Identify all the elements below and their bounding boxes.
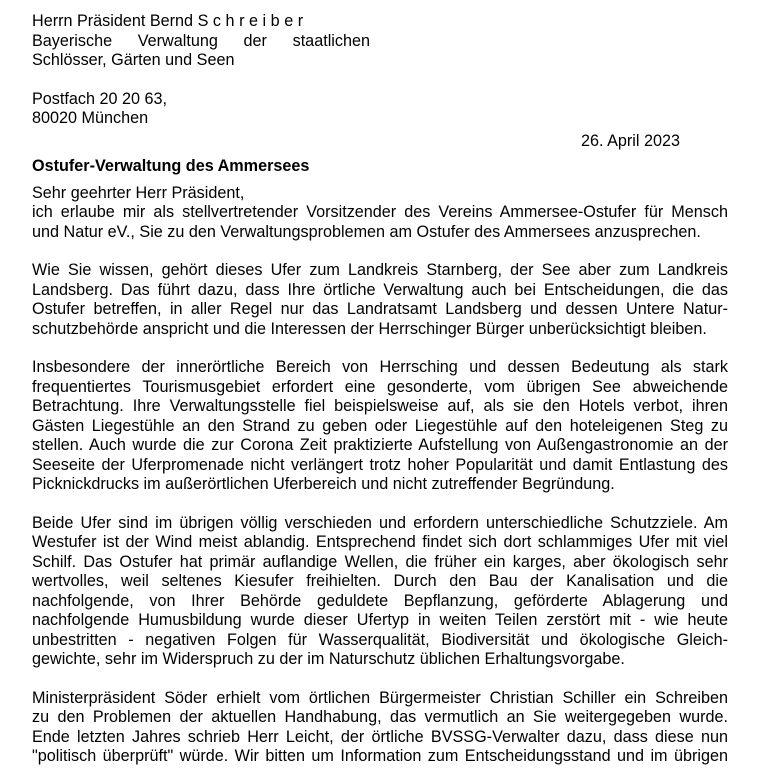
text-line: unbestritten - negativen Folgen für Wasserqualität, Biodiversität und ökologische Gleich- (32, 630, 728, 649)
recipient-organization-line-2: Schlösser, Gärten und Seen (32, 51, 235, 69)
text-line: Picknickdrucks im außerörtlichen Uferbereich und nicht zutreffender Begründung. (32, 475, 615, 493)
text-line: Beide Ufer sind im übrigen völlig verschieden und erfordern unterschiedliche Schutzziele. Am (32, 513, 728, 532)
text-line: "politisch überprüft" würde. Wir bitten um Information zum Entscheidungsstand und im übrigen (32, 747, 728, 765)
recipient-organization-line-1: Bayerische Verwaltung der staatlichen (32, 31, 370, 50)
recipient-address (32, 12, 728, 129)
text-line: Betrachtung. Ihre Verwaltungsstelle fiel beispielsweise auf, als sie den Hotels verbot, ihren (32, 397, 728, 415)
recipient-name: Herrn Präsident Bernd Schreiber (32, 12, 308, 30)
text-line: Seeseite der Uferpromenade nicht verlängert trotz hoher Popularität und damit Entlastung des (32, 455, 728, 474)
text-line: und Natur eV., Sie zu den Verwaltungsproblemen am Ostufer des Ammersees anzusprechen. (32, 222, 701, 241)
paragraph-2 (32, 261, 728, 339)
text-line: Ministerpräsident Söder erhielt vom örtlichen Bürgermeister Christian Schiller ein Schreiben (32, 688, 728, 707)
text-line: gewichte, sehr im Widerspruch zu der im Naturschutz üblichen Erhaltungsvorgabe. (32, 650, 625, 668)
text-line: zu den Problemen der aktuellen Handhabung, das vermutlich an Sie weitergegeben wurde. (32, 708, 728, 726)
text-line: frequentiertes Tourismusgebiet erfordert eine gesonderte, vom übrigen See abweichende (32, 377, 728, 396)
recipient-surname: Schreiber (197, 12, 308, 30)
text-line: Landsberg. Das führt dazu, dass Ihre örtliche Verwaltung auch bei Entscheidungen, die das (32, 280, 728, 299)
text-line: nachfolgende Humusbildung wurde dieser Ufertyp in weiten Teilen zerstört mit - wie heute (32, 611, 728, 629)
letter-page (32, 12, 728, 767)
text-line: stellen. Auch wurde die zur Corona Zeit praktizierte Aufstellung von Außengastronomie an der (32, 436, 728, 454)
letter-subject: Ostufer-Verwaltung des Ammersees (32, 157, 310, 175)
text-line: Gästen Liegestühle an den Strand zu geben oder Liegestühle auf den hoteleigenen Steg zu (32, 416, 728, 435)
recipient-postbox: Postfach 20 20 63, (32, 89, 167, 108)
recipient-city: 80020 München (32, 109, 149, 127)
text-line: Ende letzten Jahres schrieb Herr Leicht, der örtliche BVSSG-Verwalter dazu, dass diese nun (32, 727, 728, 746)
paragraph-1 (32, 203, 728, 242)
text-line: wertvolles, weil seltenes Kiesufer freihielten. Durch den Bau der Kanalisation und die (32, 572, 728, 590)
text-line: ich erlaube mir als stellvertretender Vorsitzender des Vereins Ammersee-Ostufer für Mensch (32, 203, 728, 221)
text-line: Westufer ist der Wind meist ablandig. Entsprechend findet sich dort schlammiges Ufer mit viel (32, 533, 728, 551)
text-line: Wie Sie wissen, gehört dieses Ufer zum Landkreis Starnberg, der See aber zum Landkreis (32, 261, 728, 279)
salutation: Sehr geehrter Herr Präsident, (32, 183, 245, 202)
paragraph-5 (32, 689, 728, 767)
paragraph-4 (32, 514, 728, 670)
text-line: nachfolgende, von Ihrer Behörde geduldete Bepflanzung, geförderte Ablagerung und (32, 591, 728, 610)
paragraph-3 (32, 358, 728, 495)
text-line: Insbesondere der innerörtliche Bereich von Herrsching und dessen Bedeutung als stark (32, 358, 728, 376)
text-line: Ostufer betreffen, in aller Regel nur das Landratsamt Landsberg und dessen Untere Natur- (32, 300, 728, 318)
letter-date: 26. April 2023 (581, 131, 680, 150)
text-line: schutzbehörde anspricht und die Interessen der Herrschinger Bürger unberücksichtigt bleiben. (32, 319, 707, 338)
text-line: Schilf. Das Ostufer hat primär auflandige Wellen, die früher ein karges, aber ökologisch sehr (32, 552, 728, 571)
